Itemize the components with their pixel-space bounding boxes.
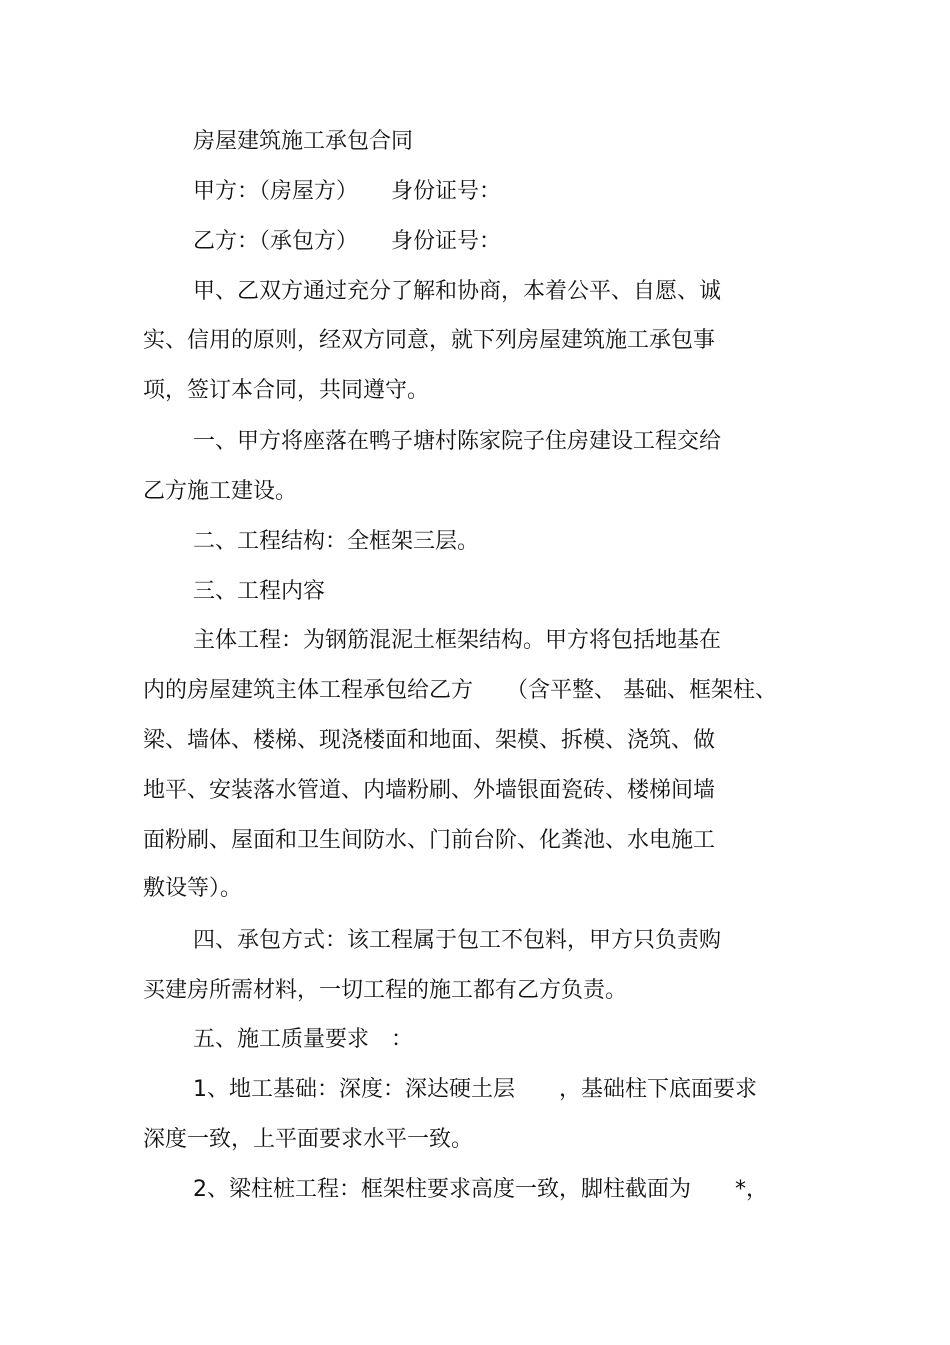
document-title: 房屋建筑施工承包合同	[193, 129, 414, 154]
paragraph-line: 五、施工质量要求 ：	[193, 1027, 414, 1052]
paragraph-line: 深度一致，上平面要求水平一致。	[143, 1127, 474, 1152]
paragraph-line: 地平、安装落水管道、内墙粉刷、外墙银面瓷砖、楼梯间墙	[143, 778, 716, 803]
paragraph-line: 甲、乙双方通过充分了解和协商，本着公平、自愿、诚	[193, 279, 722, 304]
party-b-line: 乙方：（承包方） 身份证号：	[193, 229, 502, 254]
paragraph-line: 四、承包方式：该工程属于包工不包料，甲方只负责购	[193, 928, 722, 953]
paragraph-line: 2、梁柱桩工程：框架柱要求高度一致，脚柱截面为 *，	[193, 1177, 768, 1202]
paragraph-line: 敷设等）。	[143, 876, 243, 901]
paragraph-line: 买建房所需材料，一切工程的施工都有乙方负责。	[143, 978, 628, 1003]
paragraph-line: 梁、墙体、楼梯、现浇楼面和地面、架模、拆模、浇筑、做	[143, 728, 716, 753]
paragraph-line: 一、甲方将座落在鸭子塘村陈家院子住房建设工程交给	[193, 429, 722, 454]
party-a-line: 甲方：（房屋方） 身份证号：	[193, 179, 502, 204]
paragraph-line: 二、工程结构：全框架三层。	[193, 529, 480, 554]
paragraph-line: 项，签订本合同，共同遵守。	[143, 378, 430, 403]
paragraph-line: 主体工程：为钢筋混泥土框架结构。甲方将包括地基在	[193, 628, 722, 653]
paragraph-line: 面粉刷、屋面和卫生间防水、门前台阶、化粪池、水电施工	[143, 828, 716, 853]
paragraph-line: 内的房屋建筑主体工程承包给乙方 （含平整、 基础、框架柱、	[143, 678, 777, 703]
paragraph-line: 三、工程内容	[193, 579, 326, 604]
paragraph-line: 实、信用的原则，经双方同意，就下列房屋建筑施工承包事	[143, 328, 716, 353]
paragraph-line: 乙方施工建设。	[143, 479, 298, 504]
paragraph-line: 1、地工基础：深度：深达硬土层 ，基础柱下底面要求	[193, 1077, 757, 1102]
